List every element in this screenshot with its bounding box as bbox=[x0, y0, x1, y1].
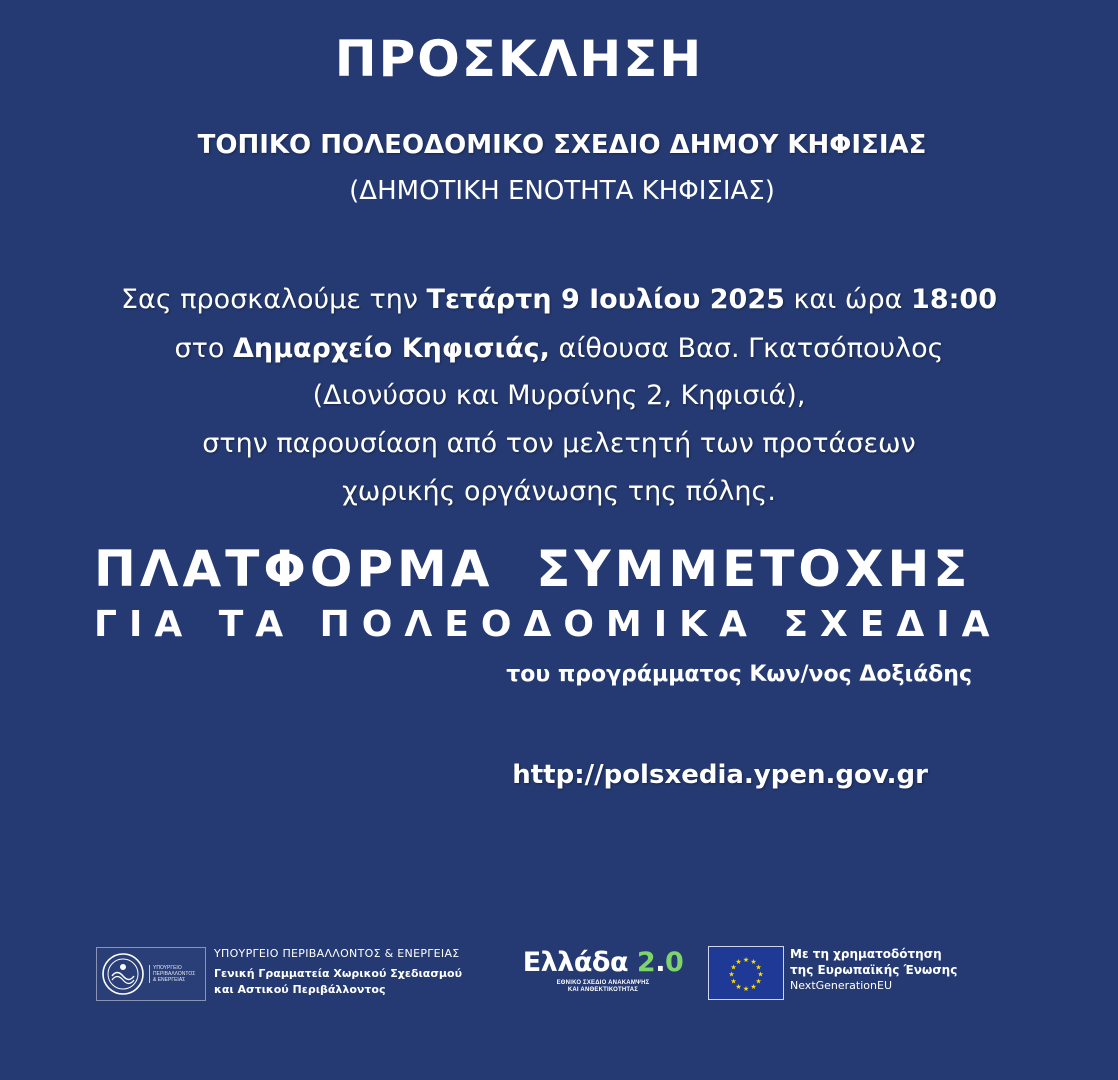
svg-text:★: ★ bbox=[757, 970, 764, 979]
ministry-emblem-icon bbox=[100, 951, 146, 997]
svg-text:★: ★ bbox=[728, 970, 735, 979]
eu-flag-icon bbox=[708, 946, 784, 1000]
invitation-purpose-1: στην παρουσίαση από τον μελετητή των προτάσεων bbox=[202, 428, 916, 459]
svg-text:★: ★ bbox=[742, 985, 750, 993]
program-name: του προγράμματος Κων/νος Δοξιάδης bbox=[506, 662, 972, 687]
plan-subtitle: (ΔΗΜΟΤΙΚΗ ΕΝΟΤΗΤΑ ΚΗΦΙΣΙΑΣ) bbox=[349, 176, 775, 206]
invitation-time-label: και ώρα bbox=[784, 284, 912, 315]
svg-text:★: ★ bbox=[755, 963, 762, 972]
eu-funding-info bbox=[790, 946, 957, 994]
event-address: (Διονύσου και Μυρσίνης 2, Κηφισιά), bbox=[312, 380, 806, 411]
event-time: 18:00 bbox=[911, 284, 997, 315]
greece-logo-wordmark: Ελλάδα 2.0 bbox=[522, 947, 684, 978]
invitation-title: ΠΡΟΣΚΛΗΣΗ bbox=[334, 30, 704, 88]
platform-subtitle: ΓΙΑ ΤΑ ΠΟΛΕΟΔΟΜΙΚΑ ΣΧΕΔΙΑ bbox=[94, 604, 1002, 645]
svg-text:★: ★ bbox=[750, 983, 757, 991]
svg-text:★: ★ bbox=[755, 977, 762, 986]
ministry-emblem-label: ΥΠΟΥΡΓΕΙΟ ΠΕΡΙΒΑΛΛΟΝΤΟΣ & ΕΝΕΡΓΕΙΑΣ bbox=[149, 965, 195, 983]
event-room: αίθουσα Βασ. Γκατσόπουλος bbox=[549, 333, 944, 364]
eu-funding-line-2: της Ευρωπαϊκής Ένωσης bbox=[790, 963, 958, 977]
ministry-name: ΥΠΟΥΡΓΕΙΟ ΠΕΡΙΒΑΛΛΟΝΤΟΣ & ΕΝΕΡΓΕΙΑΣ bbox=[214, 947, 460, 960]
ministry-dept-line-1: Γενική Γραμματεία Χωρικού Σχεδιασμού bbox=[214, 967, 462, 980]
ministry-info bbox=[214, 946, 462, 998]
platform-title: ΠΛΑΤΦΟΡΜΑ ΣΥΜΜΕΤΟΧΗΣ bbox=[94, 540, 972, 598]
greece-logo-sub-2: ΚΑΙ ΑΝΘΕΚΤΙΚΟΤΗΤΑΣ bbox=[567, 987, 639, 993]
event-date: Τετάρτη 9 Ιουλίου 2025 bbox=[426, 284, 785, 315]
greece-logo-sub-1: ΕΘΝΙΚΟ ΣΧΕΔΙΟ ΑΝΑΚΑΜΨΗΣ bbox=[556, 980, 650, 986]
svg-text:★: ★ bbox=[730, 963, 737, 972]
event-venue: Δημαρχείο Κηφισιάς, bbox=[232, 333, 550, 364]
invitation-intro: Σας προσκαλούμε την bbox=[121, 284, 427, 315]
eu-program-name: NextGenerationEU bbox=[790, 979, 892, 992]
invitation-line-venue bbox=[0, 325, 1118, 373]
svg-text:★: ★ bbox=[750, 958, 757, 966]
invitation-line-date bbox=[0, 276, 1118, 324]
ministry-dept-line-2: και Αστικού Περιβάλλοντος bbox=[214, 983, 386, 996]
invitation-purpose-2: χωρικής οργάνωσης της πόλης. bbox=[342, 476, 776, 507]
eu-funding-line-1: Με τη χρηματοδότηση bbox=[790, 947, 942, 961]
plan-title: ΤΟΠΙΚΟ ΠΟΛΕΟΔΟΜΙΚΟ ΣΧΕΔΙΟ ΔΗΜΟΥ ΚΗΦΙΣΙΑΣ bbox=[197, 130, 927, 160]
svg-text:★: ★ bbox=[735, 958, 742, 966]
svg-text:★: ★ bbox=[742, 956, 750, 964]
svg-text:★: ★ bbox=[730, 977, 737, 986]
invitation-venue-prefix: στο bbox=[174, 333, 233, 364]
platform-url-link[interactable]: http://polsxedia.ypen.gov.gr bbox=[512, 760, 928, 790]
svg-text:★: ★ bbox=[735, 983, 742, 991]
ministry-logo bbox=[96, 947, 206, 1001]
greece-2-0-logo bbox=[513, 946, 693, 994]
